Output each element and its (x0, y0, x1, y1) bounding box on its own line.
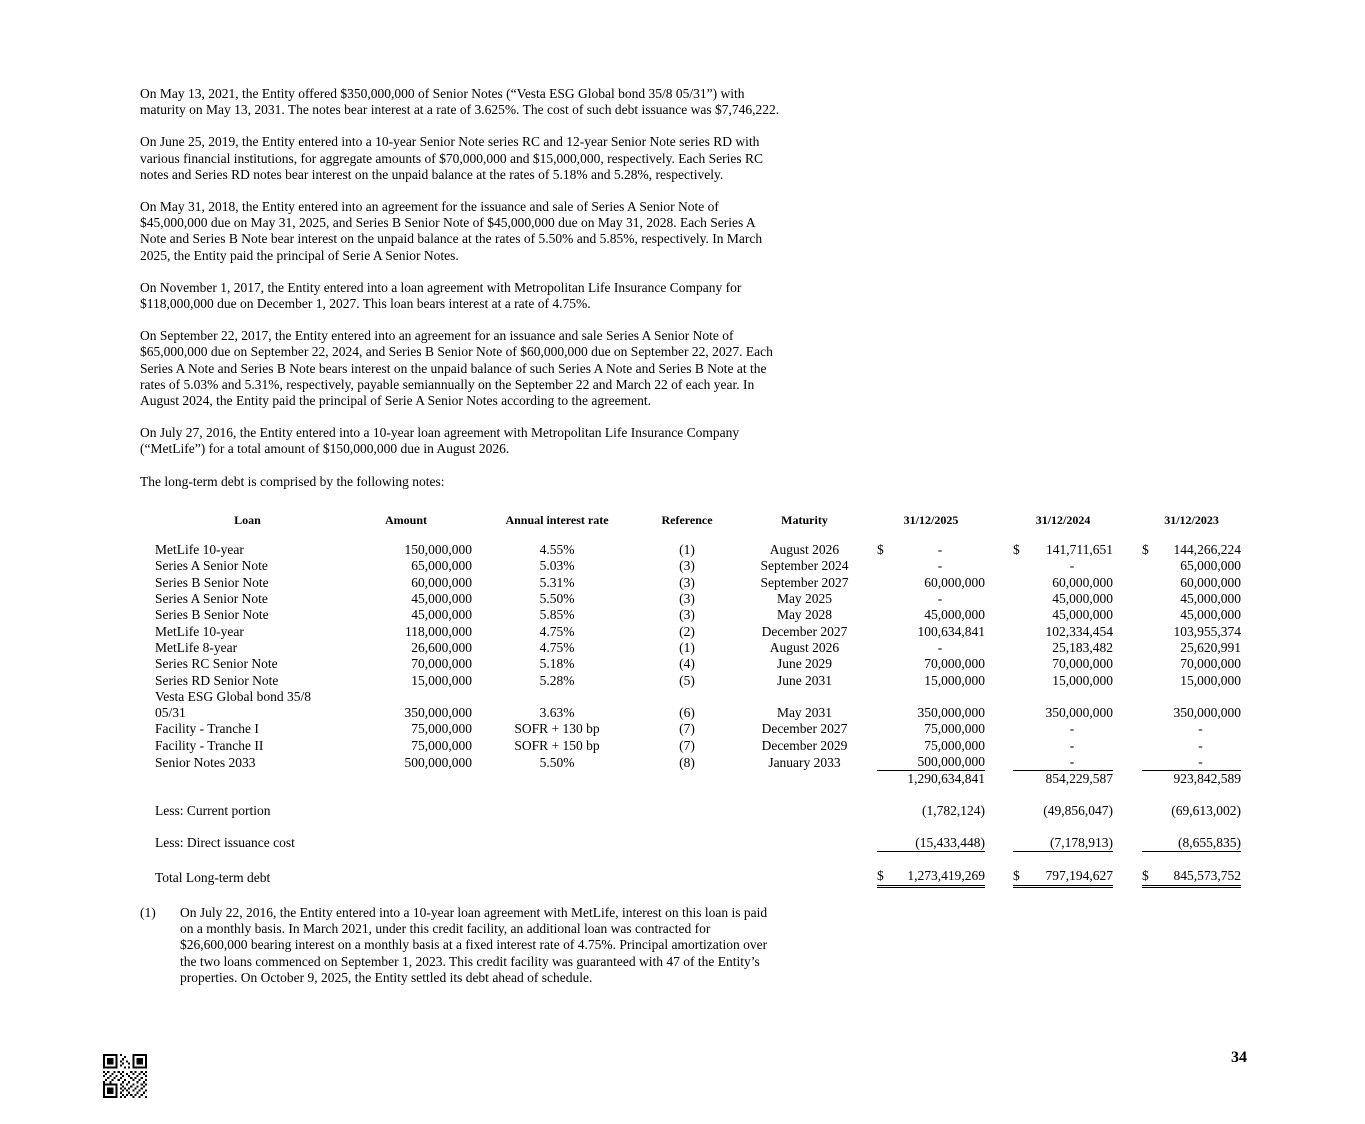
spacer-row (155, 819, 1241, 835)
cell-value-2024: (7,178,913) (1031, 835, 1113, 852)
cell-value-2025: 75,000,000 (924, 721, 986, 737)
cell-value-2025: (1,782,124) (922, 802, 986, 818)
cell-gap (1113, 558, 1142, 574)
cell-gap (1113, 673, 1142, 689)
page-number: 34 (1231, 1049, 1247, 1066)
cell-currency-2023 (1142, 689, 1160, 705)
cell-value-2023: 60,000,000 (1180, 574, 1242, 590)
cell-rate: 5.28% (539, 672, 575, 688)
cell-rate (472, 689, 642, 705)
cell-currency-2024 (1013, 575, 1031, 591)
cell-currency-2025 (877, 591, 895, 607)
cell-gap (1113, 575, 1142, 591)
cell-maturity: June 2029 (776, 656, 833, 672)
cell-loan: MetLife 8-year (155, 639, 238, 655)
header-amount: Amount (384, 512, 427, 527)
debt-row (155, 721, 1241, 737)
cell-reference: (7) (679, 721, 695, 737)
cell-gap (1113, 591, 1142, 607)
cell-maturity (732, 771, 877, 788)
cell-currency-2025 (877, 835, 895, 852)
cell-currency-2023 (1142, 640, 1160, 656)
cell-loan: Facility - Tranche II (155, 737, 264, 753)
paragraph-senior-note-2018: On May 31, 2018, the Entity entered into an agreement for the issuance and sale of Series A Senior Note of $45,000,000 due on May 31, 2025, and Series B Senior Note of $45,000,000 due on May 31, 2028. Each Series A Note and Series B Note bear interest on the unpaid balance at the rates of 5.50% and 5.85%, respectively. In March 2025, the Entity paid the principal of Serie A Senior Notes. (140, 199, 763, 263)
cell-value-2023: - (1198, 721, 1203, 737)
cell-gap (1113, 542, 1142, 558)
cell-gap (985, 624, 1013, 640)
spacer-row (155, 788, 1241, 803)
paragraph-senior-note-2017: On September 22, 2017, the Entity entered into an agreement for an issuance and sale Series A Senior Note of $65,000,000 due on September 22, 2024, and Series B Senior Note of $60,000,000 due on September 22, 2027. Each Series A Note and Series B Note bears interest on the unpaid balance of such Series A Note and Series B Note at the rates of 5.03% and 5.31%, respectively, payable semiannually on the September 22 and March 22 of each year. In August 2024, the Entity paid the principal of Serie A Senior Notes according to the agreement. (140, 328, 773, 409)
cell-loan: MetLife 10-year (155, 542, 244, 558)
cell-currency-2024 (1013, 558, 1031, 574)
cell-currency-2025 (877, 673, 895, 689)
cell-value-2024: 45,000,000 (1052, 591, 1114, 607)
cell-currency-2023: $ (1142, 542, 1149, 558)
cell-reference: (8) (679, 754, 695, 770)
debt-row (155, 575, 1241, 591)
cell-total-label: Total Long-term debt (155, 870, 271, 886)
cell-reference: (2) (679, 623, 695, 639)
long-term-debt-table (155, 512, 1241, 888)
cell-reference: (7) (679, 737, 695, 753)
cell-gap (985, 754, 1013, 771)
cell-reference: (5) (679, 672, 695, 688)
cell-currency-2023 (1142, 656, 1160, 672)
footnote-text: On July 22, 2016, the Entity entered into a 10-year loan agreement with MetLife, interest on this loan is paid on a monthly basis. In March 2021, under this credit facility, an additional loan was contracted for $26,600,000 bearing interest on a monthly basis at a fixed interest rate of 4.75%. Principal amortization over the two loans commenced on September 1, 2023. This credit facility was guaranteed with 47 of the Entity’s properties. On October 9, 2025, the Entity settled its debt ahead of schedule. (180, 905, 768, 985)
cell-loan: Series B Senior Note (155, 574, 269, 590)
cell-currency-2025 (877, 771, 895, 788)
cell-value-2023: 70,000,000 (1180, 656, 1242, 672)
footnote-1 (140, 905, 1245, 986)
cell-currency-2024: $ (1013, 868, 1031, 887)
cell-gap (985, 803, 1013, 819)
header-2023: 31/12/2023 (1164, 512, 1219, 527)
cell-rate: 3.63% (539, 705, 575, 721)
cell-rate: 5.31% (539, 574, 575, 590)
cell-gap (985, 868, 1013, 887)
cell-maturity: September 2024 (760, 558, 849, 574)
cell-value-2023 (1160, 689, 1241, 705)
cell-currency-2023 (1142, 624, 1160, 640)
cell-amount: 350,000,000 (404, 705, 472, 721)
cell-currency-2024 (1013, 607, 1031, 623)
cell-currency-2025 (877, 705, 895, 721)
cell-currency-2023 (1142, 754, 1160, 771)
cell-value-2023: 103,955,374 (1173, 623, 1242, 639)
cell-currency-2023 (1142, 673, 1160, 689)
cell-value-2025: 70,000,000 (924, 656, 986, 672)
cell-amount (340, 689, 472, 705)
cell-value-2023: 144,266,224 (1173, 542, 1242, 558)
cell-reference: (3) (679, 574, 695, 590)
cell-gap (985, 558, 1013, 574)
cell-gap (985, 721, 1013, 737)
cell-value-2023: 45,000,000 (1180, 607, 1242, 623)
cell-loan (155, 771, 340, 788)
cell-rate: 5.85% (539, 607, 575, 623)
cell-reference: (3) (679, 558, 695, 574)
cell-value-2025: 75,000,000 (924, 737, 986, 753)
cell-currency-2025 (877, 803, 895, 819)
cell-loan: Series RC Senior Note (155, 656, 278, 672)
cell-currency-2024 (1013, 754, 1031, 771)
header-2024: 31/12/2024 (1035, 512, 1091, 527)
footnote-marker: (1) (140, 905, 156, 920)
cell-gap (985, 771, 1013, 788)
cell-value-2025: 100,634,841 (917, 623, 986, 639)
cell-currency-2025 (877, 738, 895, 754)
cell-amount: 15,000,000 (411, 672, 472, 688)
spacer-cell (155, 819, 1241, 835)
cell-gap (1113, 656, 1142, 672)
cell-loan: Series B Senior Note (155, 607, 269, 623)
cell-value-2023: 45,000,000 (1180, 591, 1242, 607)
cell-value-2024 (1031, 689, 1113, 705)
cell-value-2025: 1,273,419,269 (895, 868, 985, 887)
cell-currency-2023 (1142, 607, 1160, 623)
cell-amount: 150,000,000 (404, 542, 472, 558)
cell-amount: 70,000,000 (411, 656, 472, 672)
cell-currency-2024 (1013, 673, 1031, 689)
header-rate: Annual interest rate (505, 512, 609, 527)
cell-loan: Series RD Senior Note (155, 672, 279, 688)
cell-currency-2024 (1013, 656, 1031, 672)
cell-reference: (3) (679, 591, 695, 607)
cell-currency-2025 (877, 689, 895, 705)
cell-value-2023: - (1198, 737, 1203, 753)
cell-rate: SOFR + 150 bp (514, 737, 600, 753)
paragraph-senior-note-2019: On June 25, 2019, the Entity entered into a 10-year Senior Note series RC and 12-year Senior Note series RD with various financial institutions, for aggregate amounts of $70,000,000 and $15,000,000, respectively. Each Series RC notes and Series RD notes bear interest on the unpaid balance at the rates of 5.18% and 5.28%, respectively. (140, 134, 763, 182)
less-row (155, 835, 1241, 852)
cell-amount: 26,600,000 (411, 639, 472, 655)
cell-loan: 05/31 (155, 705, 186, 721)
cell-value-2023: (8,655,835) (1160, 835, 1241, 852)
cell-gap (985, 591, 1013, 607)
cell-value-2024: 797,194,627 (1031, 868, 1113, 887)
cell-gap (985, 656, 1013, 672)
cell-currency-2024 (1013, 771, 1031, 788)
header-2025: 31/12/2025 (903, 512, 959, 527)
cell-less-label: Less: Current portion (155, 802, 271, 818)
cell-maturity: December 2027 (761, 623, 848, 639)
cell-value-2024: 70,000,000 (1052, 656, 1114, 672)
cell-currency-2024 (1013, 738, 1031, 754)
cell-value-2023: 25,620,991 (1180, 639, 1242, 655)
cell-gap (1113, 640, 1142, 656)
cell-gap (1113, 868, 1142, 887)
spacer-cell (155, 528, 1241, 542)
cell-maturity: May 2025 (776, 591, 833, 607)
cell-reference: (3) (679, 607, 695, 623)
cell-value-2024: 60,000,000 (1052, 574, 1114, 590)
header-gap (1113, 512, 1142, 528)
subtotal-row (155, 771, 1241, 788)
cell-gap (985, 542, 1013, 558)
cell-currency-2023 (1142, 575, 1160, 591)
spacer-row (155, 528, 1241, 542)
cell-gap (1113, 721, 1142, 737)
cell-maturity: August 2026 (769, 639, 840, 655)
debt-row (155, 558, 1241, 574)
cell-currency-2024 (1013, 640, 1031, 656)
header-gap (985, 512, 1013, 528)
cell-gap (985, 673, 1013, 689)
cell-currency-2025 (877, 624, 895, 640)
cell-currency-2023: $ (1142, 868, 1160, 887)
cell-currency-2023 (1142, 591, 1160, 607)
cell-currency-2025 (877, 640, 895, 656)
qr-code (103, 1054, 147, 1098)
paragraph-senior-notes-2021: On May 13, 2021, the Entity offered $350,000,000 of Senior Notes (“Vesta ESG Global bond 35/8 05/31”) with maturity on May 13, 2031. The notes bear interest at a rate of 3.625%. The cost of such debt issuance was $7,746,222. (140, 86, 780, 118)
debt-row (155, 754, 1241, 771)
cell-value-2025: 45,000,000 (924, 607, 986, 623)
cell-value-2024: - (1031, 754, 1113, 771)
cell-gap (1113, 624, 1142, 640)
debt-row (155, 738, 1241, 754)
cell-value-2024: 15,000,000 (1052, 672, 1114, 688)
cell-currency-2025 (877, 721, 895, 737)
cell-rate: 5.50% (539, 754, 575, 770)
cell-amount: 65,000,000 (411, 558, 472, 574)
debt-row (155, 607, 1241, 623)
cell-loan: Facility - Tranche I (155, 721, 259, 737)
debt-row (155, 689, 1241, 705)
cell-value-2024: (49,856,047) (1043, 802, 1114, 818)
debt-row (155, 624, 1241, 640)
cell-gap (1113, 771, 1142, 788)
debt-row (155, 640, 1241, 656)
table-intro: The long-term debt is comprised by the following notes: (140, 473, 445, 489)
cell-value-2024: 141,711,651 (1046, 542, 1114, 558)
cell-gap (1113, 705, 1142, 721)
cell-value-2024: 45,000,000 (1052, 607, 1114, 623)
cell-currency-2023 (1142, 721, 1160, 737)
cell-value-2025: - (937, 639, 943, 655)
cell-reference: (4) (679, 656, 695, 672)
cell-less-label: Less: Direct issuance cost (155, 835, 295, 851)
cell-currency-2023 (1142, 558, 1160, 574)
page-content (140, 86, 1245, 986)
debt-row (155, 542, 1241, 558)
cell-gap (985, 689, 1013, 705)
cell-currency-2023 (1142, 835, 1160, 852)
total-row (155, 868, 1241, 887)
cell-rate: 4.75% (539, 639, 575, 655)
cell-gap (985, 738, 1013, 754)
cell-loan: Vesta ESG Global bond 35/8 (155, 688, 311, 704)
cell-value-2023: 350,000,000 (1173, 705, 1242, 721)
cell-value-2023: 15,000,000 (1180, 672, 1242, 688)
spacer-row (155, 852, 1241, 868)
cell-value-2025: (15,433,448) (895, 835, 985, 852)
cell-rate: 4.75% (539, 623, 575, 639)
cell-rate: 5.18% (539, 656, 575, 672)
cell-gap (1113, 754, 1142, 771)
cell-loan: Series A Senior Note (155, 591, 268, 607)
cell-value-2024: - (1069, 721, 1075, 737)
debt-row (155, 705, 1241, 721)
cell-maturity: August 2026 (769, 542, 840, 558)
cell-loan: Series A Senior Note (155, 558, 268, 574)
cell-currency-2024 (1013, 689, 1031, 705)
cell-loan: MetLife 10-year (155, 623, 244, 639)
cell-value-2025: 1,290,634,841 (907, 771, 986, 787)
cell-maturity: May 2031 (776, 705, 833, 721)
cell-amount: 118,000,000 (405, 623, 472, 639)
cell-gap (985, 835, 1013, 852)
cell-value-2025: - (937, 558, 943, 574)
cell-gap (985, 607, 1013, 623)
cell-currency-2024 (1013, 624, 1031, 640)
cell-currency-2024 (1013, 803, 1031, 819)
cell-maturity (732, 689, 877, 705)
cell-gap (1113, 803, 1142, 819)
cell-amount: 75,000,000 (411, 737, 472, 753)
cell-gap (985, 705, 1013, 721)
cell-amount: 45,000,000 (411, 607, 472, 623)
cell-currency-2023 (1142, 738, 1160, 754)
cell-amount: 60,000,000 (411, 574, 472, 590)
cell-currency-2024 (1013, 835, 1031, 852)
cell-maturity: December 2029 (761, 737, 848, 753)
spacer-cell (155, 852, 1241, 868)
paragraph-metlife-2016: On July 27, 2016, the Entity entered into a 10-year loan agreement with Metropolitan Life Insurance Company (“MetLife”) for a total amount of $150,000,000 due in August 2026. (140, 425, 740, 457)
cell-value-2024: 25,183,482 (1052, 639, 1114, 655)
cell-value-2024: - (1069, 737, 1075, 753)
cell-gap (1113, 738, 1142, 754)
cell-loan: Senior Notes 2033 (155, 754, 256, 770)
cell-reference: (1) (679, 639, 695, 655)
debt-row (155, 591, 1241, 607)
cell-currency-2025: $ (877, 542, 884, 558)
debt-row (155, 673, 1241, 689)
cell-value-2023: 65,000,000 (1180, 558, 1242, 574)
header-reference: Reference (661, 512, 713, 527)
cell-maturity: December 2027 (761, 721, 848, 737)
cell-value-2023: 923,842,589 (1173, 771, 1242, 787)
cell-rate: 5.03% (539, 558, 575, 574)
cell-value-2025: - (937, 591, 943, 607)
cell-currency-2025 (877, 656, 895, 672)
cell-maturity: September 2027 (760, 574, 849, 590)
cell-reference: (6) (679, 705, 695, 721)
cell-gap (1113, 835, 1142, 852)
cell-currency-2025 (877, 558, 895, 574)
cell-reference (642, 689, 732, 705)
cell-currency-2024 (1013, 721, 1031, 737)
cell-maturity: January 2033 (768, 754, 841, 770)
cell-currency-2025 (877, 754, 895, 771)
cell-value-2024: 854,229,587 (1045, 771, 1114, 787)
cell-maturity: May 2028 (776, 607, 833, 623)
cell-currency-2024 (1013, 705, 1031, 721)
less-row (155, 803, 1241, 819)
cell-currency-2025: $ (877, 868, 895, 887)
header-loan: Loan (234, 512, 261, 527)
spacer-cell (155, 788, 1241, 803)
cell-gap (985, 575, 1013, 591)
cell-currency-2023 (1142, 771, 1160, 788)
cell-gap (1113, 607, 1142, 623)
cell-value-2025: 350,000,000 (917, 705, 986, 721)
cell-currency-2025 (877, 575, 895, 591)
cell-value-2025 (895, 689, 985, 705)
cell-currency-2024: $ (1013, 542, 1020, 558)
cell-rate: 4.55% (539, 542, 575, 558)
cell-gap (985, 640, 1013, 656)
cell-rate: SOFR + 130 bp (514, 721, 600, 737)
cell-value-2025: 60,000,000 (924, 574, 986, 590)
cell-currency-2023 (1142, 803, 1160, 819)
cell-gap (1113, 689, 1142, 705)
cell-amount: 500,000,000 (404, 754, 472, 770)
table-header-row (155, 512, 1241, 528)
cell-value-2024: - (1069, 558, 1075, 574)
cell-value-2023: 845,573,752 (1160, 868, 1241, 887)
cell-value-2023: (69,613,002) (1171, 802, 1242, 818)
cell-rate: 5.50% (539, 591, 575, 607)
cell-currency-2023 (1142, 705, 1160, 721)
cell-currency-2024 (1013, 591, 1031, 607)
cell-value-2024: 350,000,000 (1045, 705, 1114, 721)
cell-reference: (1) (679, 542, 695, 558)
cell-amount (340, 771, 472, 788)
debt-row (155, 656, 1241, 672)
paragraph-metlife-2017: On November 1, 2017, the Entity entered into a loan agreement with Metropolitan Life Insurance Company for $118,000,000 due on December 1, 2027. This loan bears interest at a rate of 4.75%. (140, 279, 742, 312)
cell-maturity: June 2031 (776, 672, 833, 688)
cell-amount: 45,000,000 (411, 591, 472, 607)
cell-reference (642, 771, 732, 788)
cell-value-2024: 102,334,454 (1045, 623, 1114, 639)
cell-rate (472, 771, 642, 788)
cell-value-2025: 15,000,000 (924, 672, 986, 688)
cell-currency-2025 (877, 607, 895, 623)
cell-value-2025: - (937, 542, 943, 558)
cell-amount: 75,000,000 (411, 721, 472, 737)
cell-value-2023: - (1160, 754, 1241, 771)
cell-value-2025: 500,000,000 (895, 754, 985, 771)
header-maturity: Maturity (781, 512, 828, 527)
